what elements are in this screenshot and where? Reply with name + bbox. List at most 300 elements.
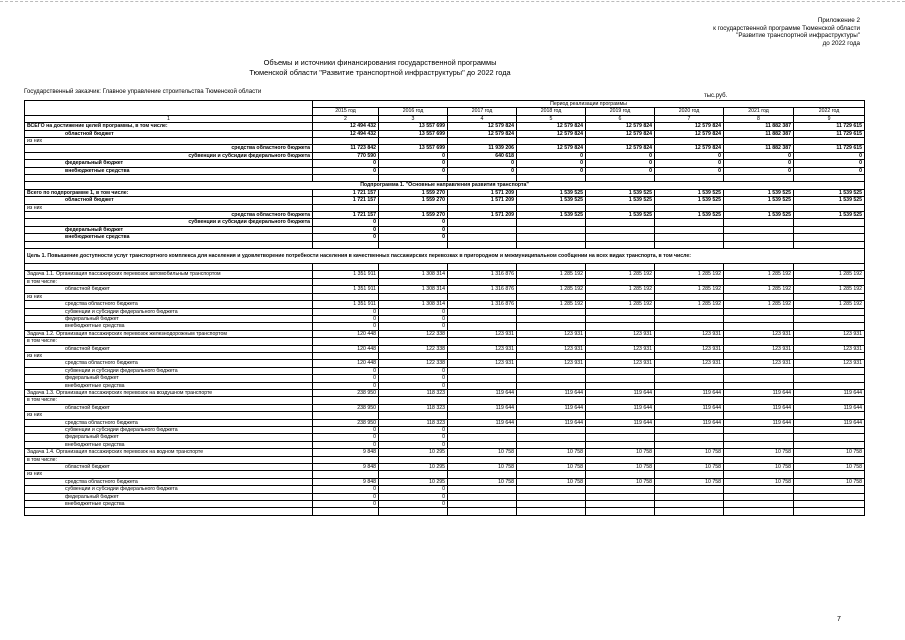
value-cell: 1 285 192: [655, 301, 724, 308]
table-row: [25, 123, 865, 130]
value-cell: [586, 382, 655, 389]
table-row: [25, 271, 865, 278]
value-cell: 10 295: [379, 478, 448, 485]
value-cell: 11 882 387: [724, 145, 794, 152]
value-cell: 0: [448, 167, 517, 174]
value-cell: 123 931: [517, 360, 586, 367]
value-cell: [655, 175, 724, 182]
value-cell: 10 758: [448, 478, 517, 485]
value-cell: 0: [517, 152, 586, 159]
value-cell: [655, 375, 724, 382]
row-label: средства областного бюджета: [25, 301, 313, 308]
value-cell: [724, 293, 794, 300]
value-cell: 0: [586, 152, 655, 159]
value-cell: 10 758: [655, 478, 724, 485]
value-cell: [655, 308, 724, 315]
value-cell: 1 539 525: [724, 212, 794, 219]
value-cell: [586, 308, 655, 315]
row-label: в том числе:: [25, 278, 313, 285]
value-cell: [448, 204, 517, 211]
value-cell: [448, 486, 517, 493]
value-cell: [655, 427, 724, 434]
value-cell: 0: [586, 160, 655, 167]
value-cell: [794, 264, 865, 271]
value-cell: [724, 367, 794, 374]
table-row: [25, 397, 865, 404]
value-cell: 0: [313, 315, 379, 322]
value-cell: [655, 412, 724, 419]
value-cell: 118 323: [379, 389, 448, 396]
value-cell: [794, 427, 865, 434]
table-row: [25, 501, 865, 508]
row-label: областной бюджет: [25, 197, 313, 204]
value-cell: [586, 241, 655, 248]
table-row: [25, 323, 865, 330]
state-customer: Государственный заказчик: Главное управление строительства Тюменской области: [24, 88, 262, 95]
value-cell: [724, 412, 794, 419]
value-cell: [724, 315, 794, 322]
value-cell: [794, 397, 865, 404]
value-cell: 1 539 525: [517, 189, 586, 196]
page-number: 7: [837, 616, 841, 623]
value-cell: 1 316 876: [448, 271, 517, 278]
value-cell: 123 931: [448, 330, 517, 337]
value-cell: 10 758: [794, 464, 865, 471]
row-label: Задача 1.1. Организация пассажирских перевозок автомобильным транспортом: [25, 271, 313, 278]
value-cell: [448, 264, 517, 271]
value-cell: 12 494 432: [313, 130, 379, 137]
value-cell: [655, 293, 724, 300]
value-cell: [517, 226, 586, 233]
value-cell: 123 931: [655, 360, 724, 367]
value-cell: [517, 338, 586, 345]
value-cell: 0: [313, 160, 379, 167]
value-cell: [517, 434, 586, 441]
table-row: [25, 197, 865, 204]
value-cell: [724, 241, 794, 248]
value-cell: 1 539 525: [517, 197, 586, 204]
value-cell: 0: [379, 226, 448, 233]
value-cell: [586, 434, 655, 441]
value-cell: 0: [313, 382, 379, 389]
value-cell: [586, 175, 655, 182]
value-cell: 0: [313, 375, 379, 382]
value-cell: [586, 204, 655, 211]
table-row: [25, 130, 865, 137]
value-cell: 1 539 525: [724, 197, 794, 204]
value-cell: [517, 441, 586, 448]
value-cell: [448, 493, 517, 500]
value-cell: 122 338: [379, 330, 448, 337]
value-cell: [448, 397, 517, 404]
row-label: в том числе:: [25, 338, 313, 345]
value-cell: 12 579 824: [586, 123, 655, 130]
value-cell: 0: [313, 493, 379, 500]
row-label: в том числе:: [25, 456, 313, 463]
row-label: Всего по подпрограмме 1, в том числе:: [25, 189, 313, 196]
row-label: в том числе:: [25, 397, 313, 404]
row-label: [25, 508, 313, 515]
value-cell: [794, 471, 865, 478]
value-cell: [448, 471, 517, 478]
value-cell: [724, 493, 794, 500]
document-title: [170, 58, 590, 78]
table-row: [25, 367, 865, 374]
row-label: Задача 1.2. Организация пассажирских перевозок железнодорожным транспортом: [25, 330, 313, 337]
column-number: 3: [379, 115, 448, 122]
units-label: тыс.руб.: [704, 93, 728, 99]
year-header: 2016 год: [379, 108, 448, 115]
value-cell: 119 644: [724, 419, 794, 426]
table-row: [25, 189, 865, 196]
value-cell: [313, 264, 379, 271]
value-cell: 10 758: [655, 464, 724, 471]
value-cell: [313, 471, 379, 478]
value-cell: [724, 375, 794, 382]
value-cell: [655, 264, 724, 271]
value-cell: 10 758: [517, 449, 586, 456]
value-cell: 12 579 824: [586, 145, 655, 152]
value-cell: 1 721 157: [313, 212, 379, 219]
value-cell: [379, 241, 448, 248]
value-cell: [517, 493, 586, 500]
value-cell: [313, 278, 379, 285]
value-cell: [517, 375, 586, 382]
value-cell: 0: [379, 434, 448, 441]
value-cell: [794, 315, 865, 322]
value-cell: 0: [313, 441, 379, 448]
column-number: 9: [794, 115, 865, 122]
value-cell: 10 758: [448, 464, 517, 471]
table-row: [25, 508, 865, 515]
value-cell: [517, 456, 586, 463]
value-cell: [794, 493, 865, 500]
value-cell: 0: [379, 501, 448, 508]
value-cell: 1 351 911: [313, 301, 379, 308]
table-row: [25, 404, 865, 411]
year-header: 2020 год: [655, 108, 724, 115]
value-cell: [448, 338, 517, 345]
value-cell: 12 579 824: [655, 130, 724, 137]
value-cell: [794, 234, 865, 241]
table-row: [25, 241, 865, 248]
value-cell: [313, 338, 379, 345]
table-row: [25, 175, 865, 182]
value-cell: [655, 352, 724, 359]
row-label: федеральный бюджет: [25, 493, 313, 500]
value-cell: [724, 323, 794, 330]
value-cell: [794, 456, 865, 463]
value-cell: 10 758: [724, 464, 794, 471]
table-row: [25, 293, 865, 300]
value-cell: 123 931: [794, 360, 865, 367]
table-row: [25, 308, 865, 315]
value-cell: [586, 456, 655, 463]
value-cell: [794, 204, 865, 211]
value-cell: 0: [655, 152, 724, 159]
value-cell: 1 351 911: [313, 271, 379, 278]
value-cell: [517, 486, 586, 493]
value-cell: [517, 175, 586, 182]
value-cell: [794, 241, 865, 248]
value-cell: [448, 375, 517, 382]
value-cell: 0: [313, 367, 379, 374]
row-label: [25, 241, 313, 248]
value-cell: 1 539 525: [655, 212, 724, 219]
period-header: Период реализации программы: [313, 101, 865, 108]
value-cell: [655, 278, 724, 285]
value-cell: 10 295: [379, 464, 448, 471]
value-cell: [655, 382, 724, 389]
table-row: [25, 219, 865, 226]
value-cell: [448, 441, 517, 448]
value-cell: 0: [724, 160, 794, 167]
row-label: средства областного бюджета: [25, 212, 313, 219]
value-cell: 1 316 876: [448, 286, 517, 293]
value-cell: [448, 138, 517, 145]
year-header: 2022 год: [794, 108, 865, 115]
value-cell: 119 644: [724, 389, 794, 396]
value-cell: 123 931: [794, 330, 865, 337]
value-cell: 1 721 157: [313, 189, 379, 196]
value-cell: 1 539 525: [655, 197, 724, 204]
value-cell: 0: [379, 167, 448, 174]
value-cell: [448, 323, 517, 330]
value-cell: 119 644: [794, 419, 865, 426]
value-cell: [724, 352, 794, 359]
table-row: [25, 152, 865, 159]
value-cell: [794, 367, 865, 374]
value-cell: 122 338: [379, 360, 448, 367]
value-cell: 11 729 615: [794, 145, 865, 152]
value-cell: 10 758: [794, 449, 865, 456]
value-cell: [794, 219, 865, 226]
value-cell: 120 448: [313, 330, 379, 337]
value-cell: 1 559 270: [379, 212, 448, 219]
value-cell: [724, 278, 794, 285]
value-cell: 9 848: [313, 478, 379, 485]
value-cell: [379, 412, 448, 419]
value-cell: [655, 508, 724, 515]
value-cell: 0: [313, 234, 379, 241]
value-cell: 1 539 525: [586, 197, 655, 204]
value-cell: 1 539 525: [794, 189, 865, 196]
value-cell: [586, 138, 655, 145]
value-cell: 13 557 699: [379, 130, 448, 137]
row-label: субвенции и субсидии федерального бюджета: [25, 427, 313, 434]
value-cell: 123 931: [724, 345, 794, 352]
row-label: из них: [25, 293, 313, 300]
value-cell: 10 758: [517, 478, 586, 485]
value-cell: 10 758: [724, 449, 794, 456]
value-cell: [448, 226, 517, 233]
value-cell: [313, 352, 379, 359]
value-cell: [794, 278, 865, 285]
header-years-row: [25, 108, 865, 115]
value-cell: [586, 427, 655, 434]
value-cell: 1 285 192: [517, 301, 586, 308]
value-cell: 0: [379, 152, 448, 159]
value-cell: 12 494 432: [313, 123, 379, 130]
row-label: ВСЕГО на достижение целей программы, в том числе:: [25, 123, 313, 130]
value-cell: [448, 508, 517, 515]
value-cell: [313, 412, 379, 419]
value-cell: 1 285 192: [586, 301, 655, 308]
table-row: [25, 352, 865, 359]
table-row: [25, 449, 865, 456]
value-cell: 0: [517, 160, 586, 167]
value-cell: 0: [724, 167, 794, 174]
value-cell: 10 758: [794, 478, 865, 485]
row-label: областной бюджет: [25, 464, 313, 471]
value-cell: 12 579 824: [448, 123, 517, 130]
value-cell: [794, 441, 865, 448]
value-cell: 119 644: [794, 404, 865, 411]
value-cell: [517, 219, 586, 226]
value-cell: [586, 375, 655, 382]
row-label: областной бюджет: [25, 404, 313, 411]
value-cell: [794, 323, 865, 330]
table-row: [25, 493, 865, 500]
value-cell: [724, 219, 794, 226]
value-cell: [448, 219, 517, 226]
value-cell: [517, 397, 586, 404]
value-cell: [517, 315, 586, 322]
table-row: [25, 486, 865, 493]
row-label: внебюджетные средства: [25, 441, 313, 448]
subprogram-heading: Подпрограмма 1. "Основные направления развития транспорта": [25, 182, 865, 189]
value-cell: [724, 501, 794, 508]
value-cell: [448, 175, 517, 182]
table-row: [25, 456, 865, 463]
value-cell: 123 931: [517, 330, 586, 337]
value-cell: [517, 241, 586, 248]
row-label: внебюджетные средства: [25, 234, 313, 241]
value-cell: [313, 138, 379, 145]
value-cell: [724, 382, 794, 389]
value-cell: [313, 293, 379, 300]
value-cell: [586, 234, 655, 241]
value-cell: 12 579 824: [586, 130, 655, 137]
value-cell: [724, 397, 794, 404]
value-cell: [655, 338, 724, 345]
value-cell: [586, 508, 655, 515]
value-cell: 0: [379, 427, 448, 434]
value-cell: [379, 338, 448, 345]
table-row: [25, 389, 865, 396]
row-label: внебюджетные средства: [25, 382, 313, 389]
value-cell: 1 539 525: [794, 197, 865, 204]
value-cell: [448, 241, 517, 248]
row-label: областной бюджет: [25, 345, 313, 352]
row-label: средства областного бюджета: [25, 419, 313, 426]
row-label: [25, 264, 313, 271]
value-cell: 0: [379, 219, 448, 226]
value-cell: 0: [313, 486, 379, 493]
value-cell: 0: [794, 160, 865, 167]
value-cell: [794, 486, 865, 493]
value-cell: 1 285 192: [586, 286, 655, 293]
header-colnum-row: [25, 115, 865, 122]
year-header: 2021 год: [724, 108, 794, 115]
value-cell: [448, 427, 517, 434]
value-cell: [794, 375, 865, 382]
value-cell: [586, 278, 655, 285]
table-row: [25, 478, 865, 485]
value-cell: [313, 241, 379, 248]
value-cell: 119 644: [517, 404, 586, 411]
value-cell: 1 571 209: [448, 189, 517, 196]
value-cell: 0: [379, 367, 448, 374]
value-cell: [517, 412, 586, 419]
value-cell: [517, 293, 586, 300]
table-row: [25, 315, 865, 322]
column-number: 2: [313, 115, 379, 122]
column-number: 7: [655, 115, 724, 122]
value-cell: [448, 367, 517, 374]
value-cell: 1 285 192: [724, 271, 794, 278]
value-cell: 0: [313, 323, 379, 330]
value-cell: [655, 367, 724, 374]
row-label: внебюджетные средства: [25, 501, 313, 508]
value-cell: 0: [794, 167, 865, 174]
value-cell: [379, 264, 448, 271]
value-cell: 13 557 699: [379, 145, 448, 152]
table-row: [25, 330, 865, 337]
value-cell: [379, 352, 448, 359]
value-cell: [794, 226, 865, 233]
value-cell: 1 559 270: [379, 189, 448, 196]
title-line: Объемы и источники финансирования государственной программы: [263, 58, 497, 67]
value-cell: [586, 486, 655, 493]
value-cell: 0: [379, 160, 448, 167]
value-cell: [379, 508, 448, 515]
value-cell: [379, 204, 448, 211]
value-cell: 123 931: [724, 360, 794, 367]
year-header: 2018 год: [517, 108, 586, 115]
value-cell: 238 950: [313, 404, 379, 411]
table-row: [25, 138, 865, 145]
value-cell: 10 758: [586, 478, 655, 485]
value-cell: [313, 508, 379, 515]
value-cell: 0: [794, 152, 865, 159]
value-cell: 1 351 911: [313, 286, 379, 293]
value-cell: 1 721 157: [313, 197, 379, 204]
value-cell: 11 939 206: [448, 145, 517, 152]
value-cell: [794, 382, 865, 389]
value-cell: [724, 138, 794, 145]
value-cell: 1 539 525: [655, 189, 724, 196]
value-cell: [724, 441, 794, 448]
value-cell: 0: [379, 308, 448, 315]
table-row: [25, 249, 865, 264]
table-row: [25, 167, 865, 174]
table-row: [25, 286, 865, 293]
value-cell: 1 539 525: [794, 212, 865, 219]
value-cell: 12 579 824: [517, 123, 586, 130]
value-cell: 0: [379, 315, 448, 322]
row-label: субвенции и субсидии федерального бюджета: [25, 152, 313, 159]
row-label: субвенции и субсидии федерального бюджета: [25, 308, 313, 315]
value-cell: [517, 427, 586, 434]
value-cell: [724, 471, 794, 478]
value-cell: 11 882 387: [724, 123, 794, 130]
table-row: [25, 360, 865, 367]
annex-line: к государственной программе Тюменской области: [713, 24, 860, 32]
value-cell: 120 448: [313, 360, 379, 367]
value-cell: [517, 308, 586, 315]
row-label: субвенции и субсидии федерального бюджета: [25, 486, 313, 493]
